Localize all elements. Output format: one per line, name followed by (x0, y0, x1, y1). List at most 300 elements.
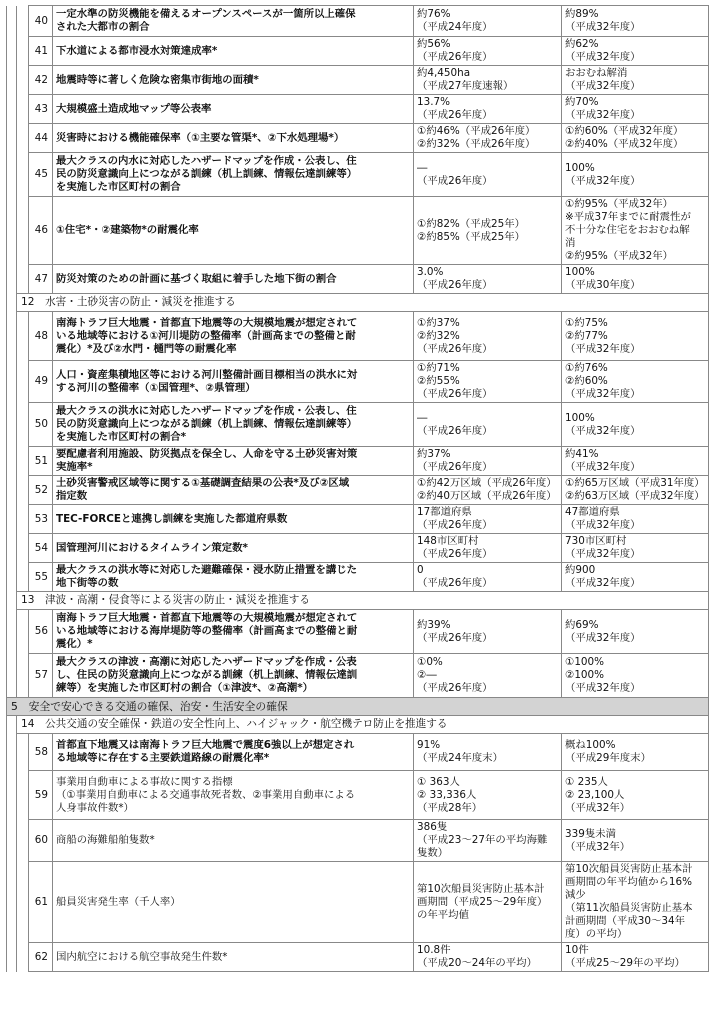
indicator-text-line: された大都市の割合 (56, 21, 150, 33)
target-value-line: ②100% (565, 669, 605, 681)
target-value-line: （平成32年度） (565, 342, 641, 355)
indicator-text (53, 124, 414, 153)
target-value-line: （平成32年） (565, 840, 631, 853)
baseline-value-line: ① 363人 (417, 775, 460, 788)
indicator-text-line: 練等）を実施した市区町村の割合（①津波*、②高潮*） (56, 682, 314, 694)
target-value (562, 862, 709, 943)
table-row (7, 534, 709, 563)
baseline-value-line: ②約55% (417, 375, 460, 387)
target-value-line: 47都道府県 (565, 506, 620, 518)
indicator-text-line: する河川の整備率（①国管理*、②県管理） (56, 381, 256, 394)
target-value-line: 100% (565, 161, 595, 174)
indicator-text (53, 534, 414, 563)
indent-cell (7, 447, 17, 476)
baseline-value (414, 312, 562, 361)
indicator-text-line: る地域等に存在する主要鉄道路線の耐震化率* (56, 752, 270, 764)
target-value-line: 100% (565, 266, 595, 278)
baseline-value-line: （平成26年度） (417, 519, 493, 531)
target-value (562, 6, 709, 37)
indent-cell (7, 265, 17, 294)
target-value-line: 約62% (565, 38, 599, 50)
indicator-text-line: し、住民の防災意識向上につながる訓練（机上訓練、情報伝達訓 (56, 669, 358, 681)
indicator-text-line: を実施した市区町村の割合* (56, 431, 187, 443)
indent-cell (7, 294, 17, 312)
target-value-line: （平成32年度） (565, 519, 641, 531)
indicator-text (53, 505, 414, 534)
indicator-text-line: 民の防災意識向上につながる訓練（机上訓練、情報伝達訓練等） (56, 168, 358, 180)
target-value-line: （平成25～29年の平均） (565, 957, 685, 969)
baseline-value-line: （平成26年度） (417, 51, 493, 63)
baseline-value-line: ②約32%（平成26年度） (417, 138, 536, 150)
baseline-value-line: （平成26年度） (417, 577, 493, 589)
indicator-number: 56 (29, 610, 53, 654)
indicator-text-line: 南海トラフ巨大地震・首都直下地震等の大規模地震が想定されて (56, 316, 358, 329)
baseline-value-line: 第10次船員災害防止基本計 (417, 882, 545, 895)
indicator-text-line: ①住宅*・②建築物*の耐震化率 (56, 224, 199, 236)
indicator-text-line: 国内航空における航空事故発生件数* (56, 950, 228, 963)
indicator-text (53, 771, 414, 820)
target-value-line: 約89% (565, 8, 599, 20)
target-value-line: （平成32年度） (565, 109, 641, 121)
target-value (562, 312, 709, 361)
indent-cell (17, 654, 29, 698)
baseline-value (414, 95, 562, 124)
table-row (7, 66, 709, 95)
indicator-number: 41 (29, 37, 53, 66)
baseline-value-line: （平成26年度） (417, 109, 493, 121)
baseline-value-line: ②― (417, 669, 437, 681)
indicator-text (53, 563, 414, 592)
table-row (7, 476, 709, 505)
indicator-text-line: 下水道による都市浸水対策達成率* (56, 44, 218, 57)
baseline-value-line: ①約37% (417, 316, 460, 329)
target-value (562, 476, 709, 505)
baseline-value-line: 約4,450ha (417, 67, 471, 79)
table-row (7, 6, 709, 37)
indicator-number: 59 (29, 771, 53, 820)
indicator-number: 51 (29, 447, 53, 476)
target-value (562, 534, 709, 563)
baseline-value (414, 265, 562, 294)
target-value-line: ①約95%（平成32年） (565, 198, 673, 210)
target-value (562, 95, 709, 124)
target-value-line: 約70% (565, 96, 599, 108)
indicator-number: 43 (29, 95, 53, 124)
indicator-text-line: 事業用自動車による事故に関する指標 (56, 775, 233, 788)
table-row (7, 943, 709, 972)
baseline-value-line: （平成26年度） (417, 682, 493, 694)
target-value-line: （平成32年度） (565, 461, 641, 473)
target-value (562, 124, 709, 153)
indicator-text (53, 6, 414, 37)
target-value-line: 概ね100% (565, 739, 616, 751)
indicator-text (53, 95, 414, 124)
table-row (7, 862, 709, 943)
target-value-line: （平成32年度） (565, 80, 641, 92)
target-value-line: ①約76% (565, 362, 608, 374)
baseline-value (414, 66, 562, 95)
indent-cell (17, 505, 29, 534)
indent-cell (17, 771, 29, 820)
table-row (7, 37, 709, 66)
indent-cell (7, 716, 17, 734)
table-row (7, 820, 709, 862)
table-row (7, 654, 709, 698)
indicator-text-line: 地下街等の数 (56, 577, 119, 589)
table-body (7, 6, 709, 972)
table-row (7, 95, 709, 124)
target-value-line: 10件 (565, 944, 589, 956)
indicator-number: 46 (29, 197, 53, 265)
indicator-number: 54 (29, 534, 53, 563)
baseline-value-line: 画期間（平成25～29年度） (417, 895, 548, 908)
baseline-value (414, 153, 562, 197)
indicator-text-line: 最大クラスの洪水に対応したハザードマップを作成・公表し、住 (56, 405, 357, 417)
table-row (7, 197, 709, 265)
baseline-value-line: （平成24年度末） (417, 752, 503, 764)
indent-cell (17, 66, 29, 95)
target-value-line: （平成32年度） (565, 174, 641, 187)
baseline-value (414, 197, 562, 265)
target-value-line: ②約40%（平成32年度） (565, 138, 684, 150)
baseline-value-line: （平成23～27年の平均海難 (417, 834, 548, 846)
indicator-text-line: 実施率* (56, 461, 93, 473)
target-value-line: 100% (565, 411, 595, 424)
table-row (7, 771, 709, 820)
target-value-line: （平成32年度） (565, 631, 641, 644)
baseline-value-line: ②約32% (417, 329, 460, 342)
target-value-line: （平成30年度） (565, 279, 641, 291)
indicator-number: 45 (29, 153, 53, 197)
target-value-line: ②約77% (565, 329, 608, 342)
table-row (7, 361, 709, 403)
indent-cell (17, 124, 29, 153)
indent-cell (17, 403, 29, 447)
indicator-text (53, 37, 414, 66)
target-value (562, 197, 709, 265)
baseline-value (414, 734, 562, 771)
indent-cell (17, 610, 29, 654)
target-value (562, 361, 709, 403)
indicator-text (53, 403, 414, 447)
indent-cell (7, 943, 17, 972)
table-row (7, 563, 709, 592)
indent-cell (17, 197, 29, 265)
baseline-value (414, 862, 562, 943)
baseline-value (414, 534, 562, 563)
indent-cell (7, 734, 17, 771)
indicator-text-line: 人身事故件数*） (56, 801, 134, 814)
indent-cell (7, 66, 17, 95)
target-value (562, 734, 709, 771)
indicator-text (53, 153, 414, 197)
baseline-value-line: 10.8件 (417, 944, 451, 956)
baseline-value-line: （平成24年度） (417, 21, 493, 33)
indicator-text-line: 民の防災意識向上につながる訓練（机上訓練、情報伝達訓練等） (56, 418, 358, 430)
indicator-text (53, 610, 414, 654)
table-row (7, 403, 709, 447)
indent-cell (7, 505, 17, 534)
indent-cell (17, 153, 29, 197)
table-row (7, 153, 709, 197)
table-row (7, 734, 709, 771)
category-heading: 14 公共交通の安全確保・鉄道の安全性向上、ハイジャック・航空機テロ防止を推進する (17, 716, 709, 734)
indicator-text-line: 大規模盛土造成地マップ等公表率 (56, 102, 212, 115)
indicator-number: 53 (29, 505, 53, 534)
baseline-value (414, 447, 562, 476)
indicator-number: 55 (29, 563, 53, 592)
baseline-value (414, 124, 562, 153)
target-value-line: （平成29年度末） (565, 752, 651, 764)
target-value (562, 403, 709, 447)
table-row (7, 265, 709, 294)
baseline-value-line: 91% (417, 739, 441, 751)
baseline-value-line: 13.7% (417, 96, 451, 108)
target-value (562, 563, 709, 592)
target-value (562, 820, 709, 862)
indicator-number: 48 (29, 312, 53, 361)
indicator-number: 58 (29, 734, 53, 771)
target-value-line: 度）の平均） (565, 928, 628, 940)
target-value-line: ①100% (565, 656, 605, 668)
indent-cell (7, 37, 17, 66)
indent-cell (7, 862, 17, 943)
baseline-value-line: ①約42万区域（平成26年度） (417, 477, 557, 489)
indicator-text-line: 要配慮者利用施設、防災拠点を保全し、人命を守る土砂災害対策 (56, 448, 358, 460)
indicator-number: 57 (29, 654, 53, 698)
indicator-text-line: 災害時における機能確保率（①主要な管渠*、②下水処理場*） (56, 131, 345, 144)
indent-cell (7, 534, 17, 563)
indicator-text-line: を実施した市区町村の割合 (56, 181, 181, 193)
indent-cell (17, 447, 29, 476)
baseline-value-line: 隻数） (417, 847, 449, 859)
indent-cell (7, 361, 17, 403)
baseline-value-line: 148市区町村 (417, 535, 479, 547)
table-row (7, 312, 709, 361)
section-heading: 5 安全で安心できる交通の確保、治安・生活安全の確保 (7, 698, 709, 716)
baseline-value (414, 403, 562, 447)
target-value-line: ①約65万区域（平成31年度） (565, 477, 705, 489)
target-value (562, 37, 709, 66)
baseline-value-line: （平成20～24年の平均） (417, 957, 537, 969)
target-value (562, 265, 709, 294)
baseline-value-line: の年平均値 (417, 908, 469, 921)
indicator-text-line: 一定水準の防災機能を備えるオープンスペースが一箇所以上確保 (56, 8, 356, 20)
target-value-line: 730市区町村 (565, 535, 627, 547)
target-value (562, 654, 709, 698)
baseline-value-line: 386隻 (417, 821, 448, 833)
indent-cell (17, 265, 29, 294)
target-value-line: 減少 (565, 889, 586, 901)
baseline-value-line: 0 (417, 564, 424, 576)
baseline-value-line: ①約46%（平成26年度） (417, 125, 536, 137)
indicator-number: 61 (29, 862, 53, 943)
indicator-number: 49 (29, 361, 53, 403)
target-value-line: 画期間の年平均値から16% (565, 876, 692, 888)
indicator-text-line: 人口・資産集積地区等における河川整備計画目標相当の洪水に対 (56, 368, 358, 381)
indent-cell (17, 563, 29, 592)
indicator-text-line: 最大クラスの内水に対応したハザードマップを作成・公表し、住 (56, 155, 357, 167)
baseline-value (414, 943, 562, 972)
indicator-number: 47 (29, 265, 53, 294)
baseline-value-line: （平成26年度） (417, 279, 493, 291)
baseline-value-line: ①約82%（平成25年） (417, 217, 525, 230)
indicator-text-line: 南海トラフ巨大地震・首都直下地震等の大規模地震が想定されて (56, 612, 358, 624)
target-value-line: 約69% (565, 618, 599, 631)
baseline-value (414, 476, 562, 505)
indent-cell (7, 153, 17, 197)
indicator-text-line: いる地域等における海岸堤防等の整備率（計画高までの整備と耐 (56, 625, 358, 637)
target-value-line: （平成32年度） (565, 548, 641, 560)
target-value (562, 505, 709, 534)
baseline-value (414, 361, 562, 403)
indicator-text-line: （①事業用自動車による交通事故死者数、②事業用自動車による (56, 788, 356, 801)
indicator-number: 62 (29, 943, 53, 972)
target-value (562, 447, 709, 476)
indent-cell (17, 361, 29, 403)
baseline-value (414, 563, 562, 592)
baseline-value-line: （平成27年度速報） (417, 80, 514, 92)
indent-cell (7, 476, 17, 505)
baseline-value-line: （平成26年度） (417, 388, 493, 400)
indicator-text (53, 820, 414, 862)
target-value (562, 771, 709, 820)
baseline-value-line: ②約40万区域（平成26年度） (417, 490, 557, 502)
indicator-table (6, 5, 709, 972)
target-value-line: （平成32年度） (565, 424, 641, 437)
target-value-line: 不十分な住宅をおおむね解 (565, 224, 690, 236)
category-row (7, 294, 709, 312)
indent-cell (17, 95, 29, 124)
target-value (562, 66, 709, 95)
indicator-text (53, 654, 414, 698)
indent-cell (7, 312, 17, 361)
indicator-text (53, 197, 414, 265)
indent-cell (17, 943, 29, 972)
baseline-value-line: （平成28年） (417, 801, 483, 814)
indicator-text-line: 指定数 (56, 490, 88, 502)
target-value-line: おおむね解消 (565, 67, 628, 79)
indicator-text-line: 船員災害発生率（千人率） (56, 895, 181, 908)
target-value-line: 計画期間（平成30～34年 (565, 915, 685, 927)
indent-cell (17, 734, 29, 771)
indicator-text-line: 震化）* (56, 638, 93, 650)
indicator-text-line: いる地域等における①河川堤防の整備率（計画高までの整備と耐 (56, 329, 356, 342)
target-value-line: ①約60%（平成32年度） (565, 125, 684, 137)
target-value (562, 153, 709, 197)
indicator-number: 52 (29, 476, 53, 505)
baseline-value-line: 約39% (417, 618, 451, 631)
indent-cell (17, 862, 29, 943)
baseline-value-line: ②約85%（平成25年） (417, 230, 525, 243)
baseline-value-line: 17都道府県 (417, 506, 472, 518)
baseline-value-line: ② 33,336人 (417, 788, 477, 801)
category-row (7, 592, 709, 610)
target-value-line: 339隻未満 (565, 827, 617, 840)
target-value-line: （平成32年度） (565, 577, 641, 589)
target-value-line: （平成32年） (565, 801, 631, 814)
baseline-value-line: （平成26年度） (417, 174, 493, 187)
indicator-number: 50 (29, 403, 53, 447)
target-value (562, 610, 709, 654)
target-value-line: ②約63万区域（平成32年度） (565, 490, 705, 502)
baseline-value-line: ― (417, 411, 428, 424)
indent-cell (7, 6, 17, 37)
table-row (7, 124, 709, 153)
indicator-text-line: 防災対策のための計画に基づく取組に着手した地下街の割合 (56, 272, 337, 285)
indicator-number: 42 (29, 66, 53, 95)
indicator-text-line: 商船の海難船舶隻数* (56, 834, 155, 846)
indicator-number: 60 (29, 820, 53, 862)
target-value-line: ②約95%（平成32年） (565, 250, 673, 262)
indent-cell (17, 6, 29, 37)
indicator-text (53, 862, 414, 943)
indicator-text-line: 地震時等に著しく危険な密集市街地の面積* (56, 73, 259, 86)
target-value-line: 消 (565, 237, 576, 249)
indicator-text-line: 国管理河川におけるタイムライン策定数* (56, 541, 248, 554)
baseline-value-line: （平成26年度） (417, 342, 493, 355)
baseline-value-line: 約37% (417, 448, 451, 460)
baseline-value-line: ①0% (417, 656, 443, 668)
table-row (7, 447, 709, 476)
target-value-line: 約41% (565, 448, 599, 460)
target-value (562, 943, 709, 972)
baseline-value (414, 37, 562, 66)
indent-cell (7, 95, 17, 124)
indent-cell (7, 592, 17, 610)
indent-cell (17, 476, 29, 505)
target-value-line: ①約75% (565, 316, 608, 329)
indent-cell (17, 312, 29, 361)
target-value-line: （平成32年度） (565, 51, 641, 63)
indicator-text-line: TEC-FORCEと連携し訓練を実施した都道府県数 (56, 512, 288, 525)
indent-cell (7, 771, 17, 820)
indicator-text (53, 943, 414, 972)
indent-cell (7, 654, 17, 698)
target-value-line: ① 235人 (565, 775, 608, 788)
target-value-line: ② 23,100人 (565, 788, 625, 801)
indicator-text-line: 首都直下地震又は南海トラフ巨大地震で震度6強以上が想定され (56, 739, 355, 751)
indent-cell (7, 124, 17, 153)
indent-cell (17, 37, 29, 66)
baseline-value-line: 約56% (417, 38, 451, 50)
indicator-text (53, 312, 414, 361)
indent-cell (7, 610, 17, 654)
target-value-line: ※平成37年までに耐震性が (565, 211, 691, 223)
section-row (7, 698, 709, 716)
indent-cell (7, 820, 17, 862)
indicator-text (53, 447, 414, 476)
indicator-text (53, 734, 414, 771)
baseline-value (414, 771, 562, 820)
target-value-line: （平成32年度） (565, 682, 641, 694)
baseline-value-line: 3.0% (417, 266, 444, 278)
indicator-text-line: 最大クラスの津波・高潮に対応したハザードマップを作成・公表 (56, 656, 357, 668)
indicator-text (53, 361, 414, 403)
baseline-value (414, 505, 562, 534)
baseline-value (414, 610, 562, 654)
baseline-value-line: （平成26年度） (417, 548, 493, 560)
indicator-text (53, 476, 414, 505)
indicator-number: 40 (29, 6, 53, 37)
target-value-line: （平成32年度） (565, 21, 641, 33)
baseline-value (414, 654, 562, 698)
baseline-value (414, 820, 562, 862)
indicator-number: 44 (29, 124, 53, 153)
baseline-value-line: ①約71% (417, 362, 460, 374)
baseline-value-line: （平成26年度） (417, 631, 493, 644)
target-value-line: 第10次船員災害防止基本計 (565, 863, 693, 875)
